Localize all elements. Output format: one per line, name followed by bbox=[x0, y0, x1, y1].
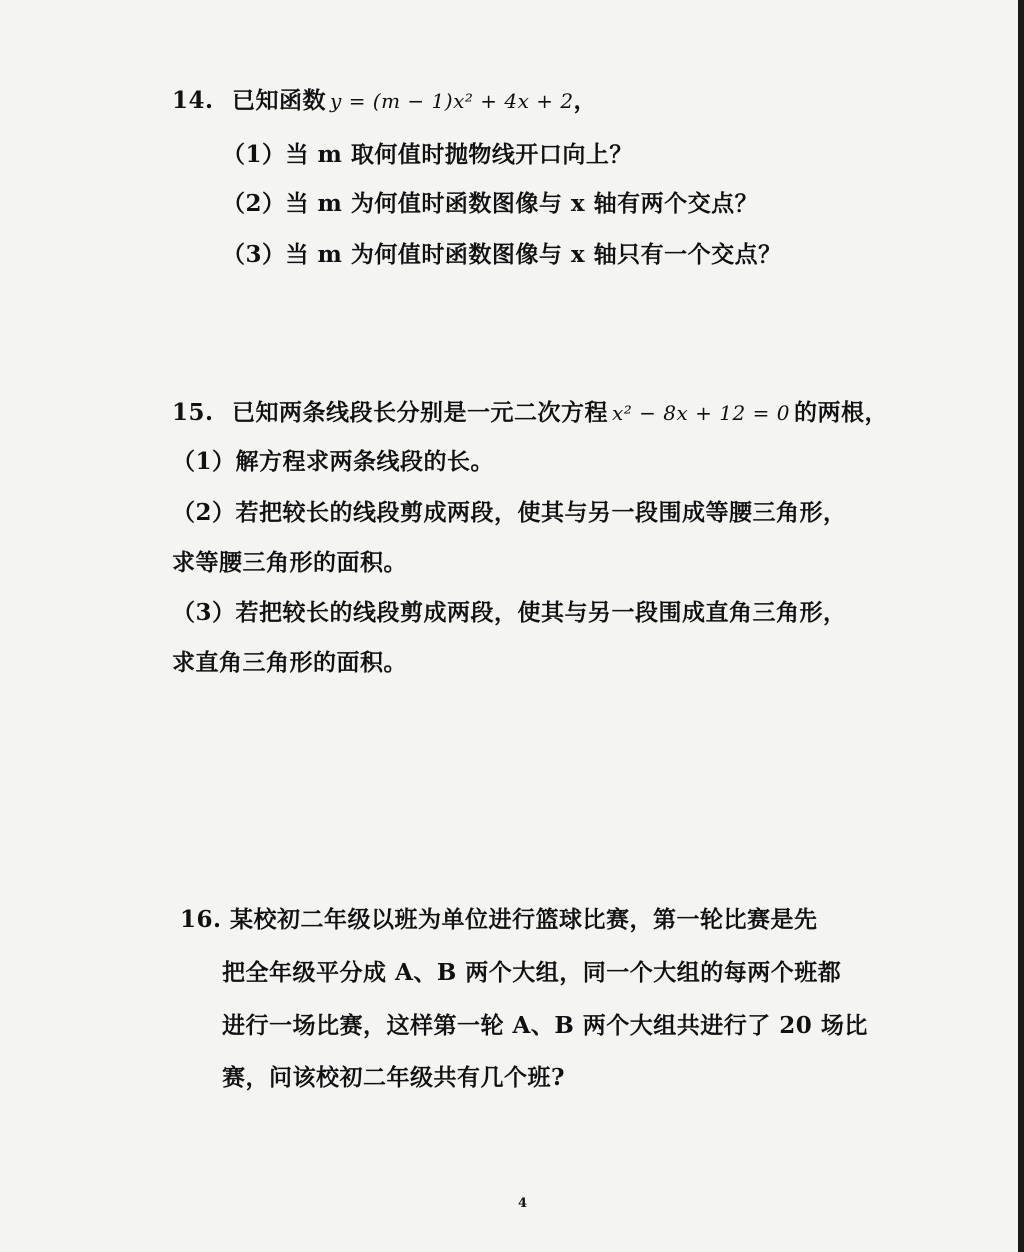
q15-stem-suffix: 的两根， bbox=[793, 399, 888, 426]
q15-line-1: （1）解方程求两条线段的长。 bbox=[172, 448, 495, 475]
q15-line-5: 求直角三角形的面积。 bbox=[172, 649, 407, 676]
q14-number: 14. bbox=[172, 87, 214, 114]
q15-equation: x² − 8x + 12 = 0 bbox=[612, 401, 790, 425]
scan-edge-shadow bbox=[1018, 0, 1024, 1252]
page-number: 4 bbox=[518, 1196, 528, 1211]
q16-line-1: 16. 某校初二年级以班为单位进行篮球比赛，第一轮比赛是先 bbox=[180, 906, 818, 933]
q15-stem bbox=[172, 398, 888, 428]
q14-part-1: （1）当 m 取何值时抛物线开口向上？ bbox=[222, 141, 633, 168]
q16-line-4: 赛，问该校初二年级共有几个班? bbox=[222, 1064, 565, 1091]
q14-stem bbox=[172, 86, 597, 116]
q16-line-2: 把全年级平分成 A、B 两个大组，同一个大组的每两个班都 bbox=[222, 959, 842, 986]
q15-number: 15. bbox=[172, 399, 214, 426]
q16-line-3: 进行一场比赛，这样第一轮 A、B 两个大组共进行了 20 场比 bbox=[222, 1012, 868, 1039]
q15-line-3: 求等腰三角形的面积。 bbox=[172, 549, 407, 576]
q14-stem-prefix: 已知函数 bbox=[232, 87, 327, 114]
q15-line-2: （2）若把较长的线段剪成两段，使其与另一段围成等腰三角形， bbox=[172, 499, 847, 526]
q15-stem-prefix: 已知两条线段长分别是一元二次方程 bbox=[232, 399, 609, 426]
q14-stem-suffix: ， bbox=[573, 87, 598, 114]
q14-part-3: （3）当 m 为何值时函数图像与 x 轴只有一个交点？ bbox=[222, 241, 782, 268]
q14-equation: y = (m − 1)x² + 4x + 2 bbox=[330, 89, 574, 113]
q15-line-4: （3）若把较长的线段剪成两段，使其与另一段围成直角三角形， bbox=[172, 599, 847, 626]
q14-part-2: （2）当 m 为何值时函数图像与 x 轴有两个交点？ bbox=[222, 190, 759, 217]
